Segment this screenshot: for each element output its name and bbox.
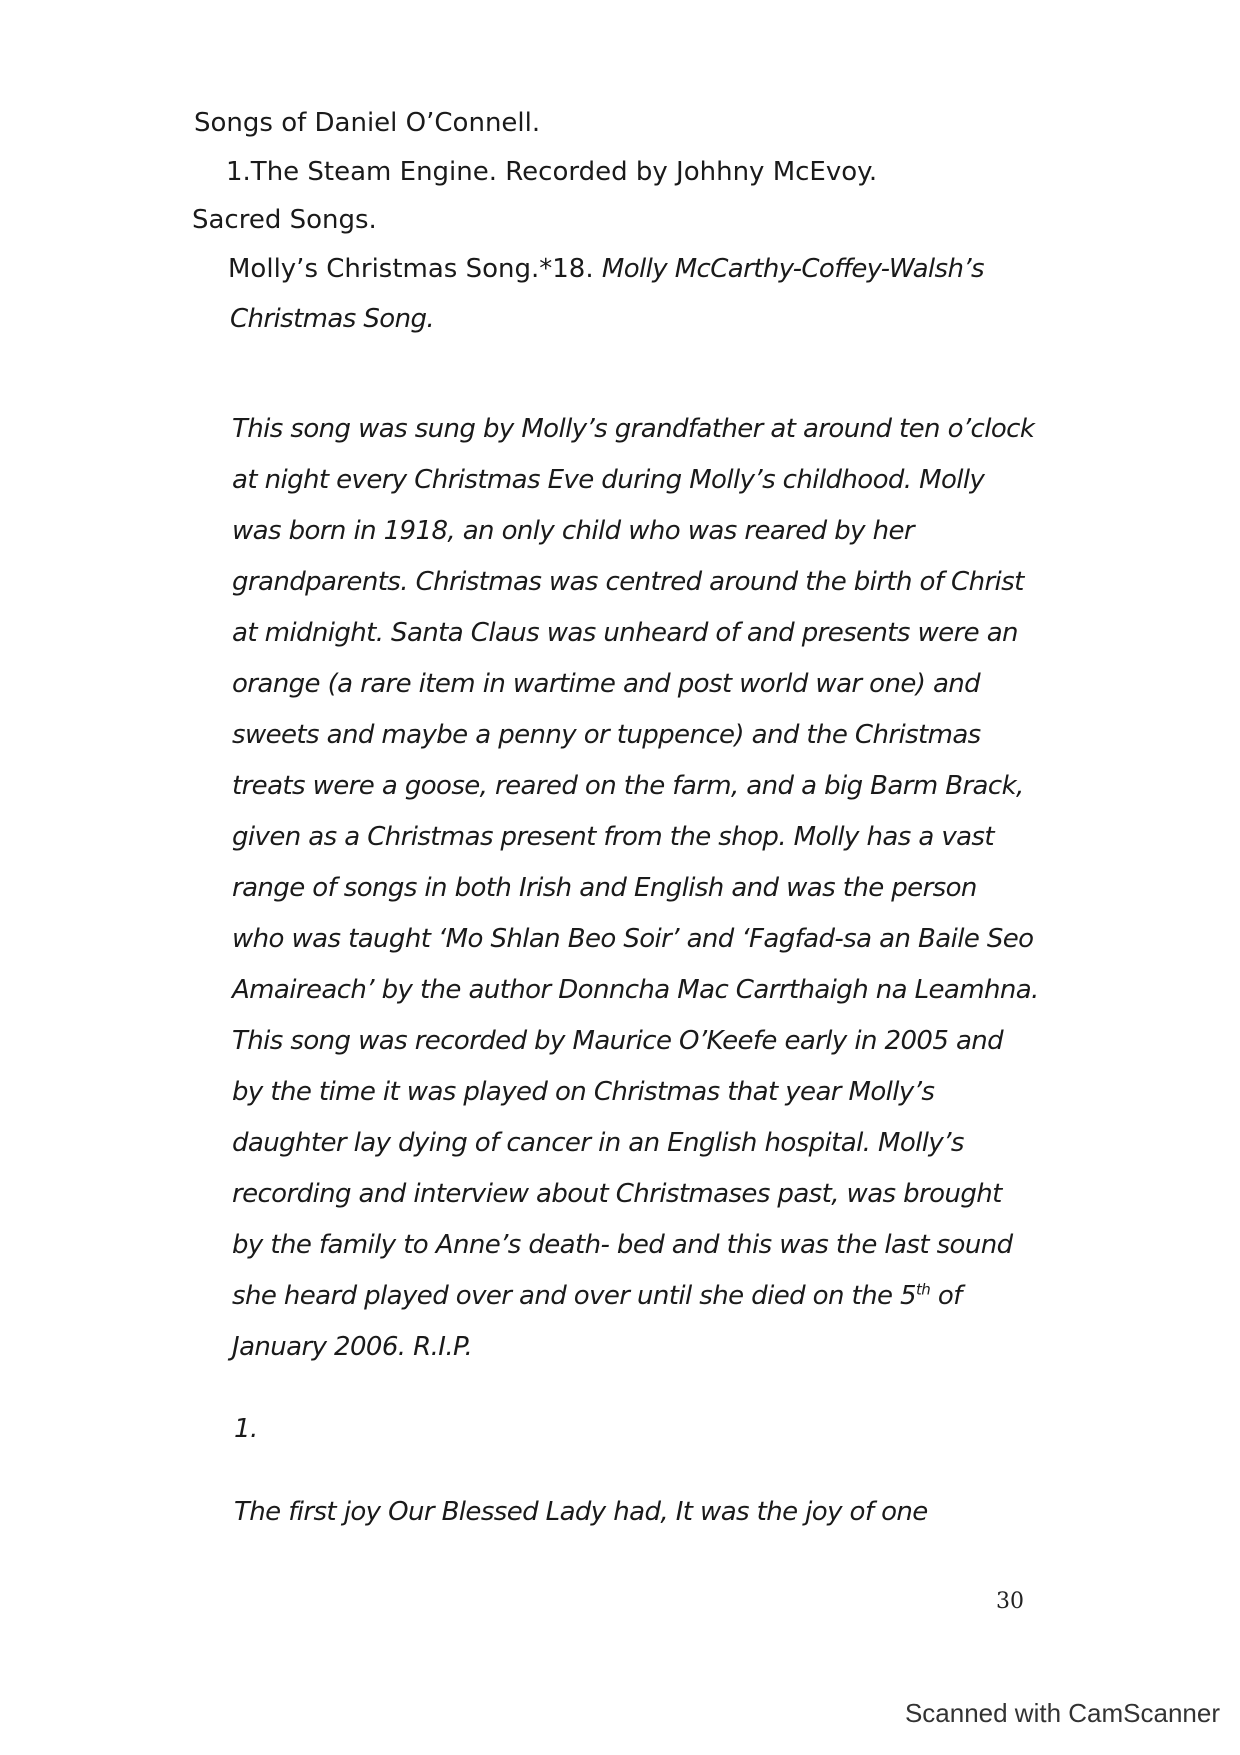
ordinal-superscript: th bbox=[916, 1280, 931, 1299]
paragraph-line: orange (a rare item in wartime and post world war one) and bbox=[232, 669, 981, 699]
paragraph-line: January 2006. R.I.P. bbox=[232, 1332, 473, 1362]
paragraph-line: was born in 1918, an only child who was reared by her bbox=[232, 516, 914, 546]
song-description-paragraph bbox=[232, 404, 1039, 1373]
paragraph-line: at night every Christmas Eve during Molly’s childhood. Molly bbox=[232, 465, 985, 495]
verse-line: The first joy Our Blessed Lady had, It was the joy of one bbox=[234, 1497, 928, 1527]
camscanner-watermark: Scanned with CamScanner bbox=[904, 1698, 1220, 1728]
paragraph-line-text: she heard played over and over until she died on the 5 bbox=[232, 1281, 916, 1311]
sacred-songs-heading: Sacred Songs. bbox=[192, 205, 377, 235]
page-number: 30 bbox=[996, 1589, 1024, 1614]
paragraph-line: This song was recorded by Maurice O’Keefe early in 2005 and bbox=[232, 1026, 1004, 1056]
song-title-italic: Molly McCarthy-Coffey-Walsh’s bbox=[601, 254, 984, 284]
paragraph-line: daughter lay dying of cancer in an English hospital. Molly’s bbox=[232, 1128, 964, 1158]
paragraph-line: by the time it was played on Christmas that year Molly’s bbox=[232, 1077, 935, 1107]
paragraph-line: Amaireach’ by the author Donncha Mac Carrthaigh na Leamhna. bbox=[232, 975, 1039, 1005]
paragraph-line: treats were a goose, reared on the farm, and a big Barm Brack, bbox=[232, 771, 1024, 801]
song-title-line-2: Christmas Song. bbox=[230, 304, 435, 334]
paragraph-line: range of songs in both Irish and English and was the person bbox=[232, 873, 977, 903]
paragraph-line: This song was sung by Molly’s grandfather at around ten o’clock bbox=[232, 414, 1035, 444]
paragraph-line: given as a Christmas present from the shop. Molly has a vast bbox=[232, 822, 994, 852]
list-item-steam-engine: 1.The Steam Engine. Recorded by Johhny McEvoy. bbox=[226, 157, 878, 187]
song-title-plain: Molly’s Christmas Song.*18. bbox=[228, 254, 594, 284]
paragraph-line: who was taught ‘Mo Shlan Beo Soir’ and ‘Fagfad-sa an Baile Seo bbox=[232, 924, 1034, 954]
section-heading: Songs of Daniel O’Connell. bbox=[194, 108, 541, 138]
paragraph-line: sweets and maybe a penny or tuppence) and the Christmas bbox=[232, 720, 981, 750]
paragraph-line: grandparents. Christmas was centred around the birth of Christ bbox=[232, 567, 1024, 597]
paragraph-line: by the family to Anne’s death- bed and this was the last sound bbox=[232, 1230, 1013, 1260]
verse-number: 1. bbox=[234, 1414, 258, 1444]
song-title-line-1 bbox=[228, 252, 984, 286]
paragraph-line-tail: of bbox=[930, 1281, 962, 1311]
paragraph-line: recording and interview about Christmases past, was brought bbox=[232, 1179, 1002, 1209]
paragraph-line: at midnight. Santa Claus was unheard of and presents were an bbox=[232, 618, 1018, 648]
paragraph-line-with-superscript bbox=[232, 1271, 1039, 1322]
